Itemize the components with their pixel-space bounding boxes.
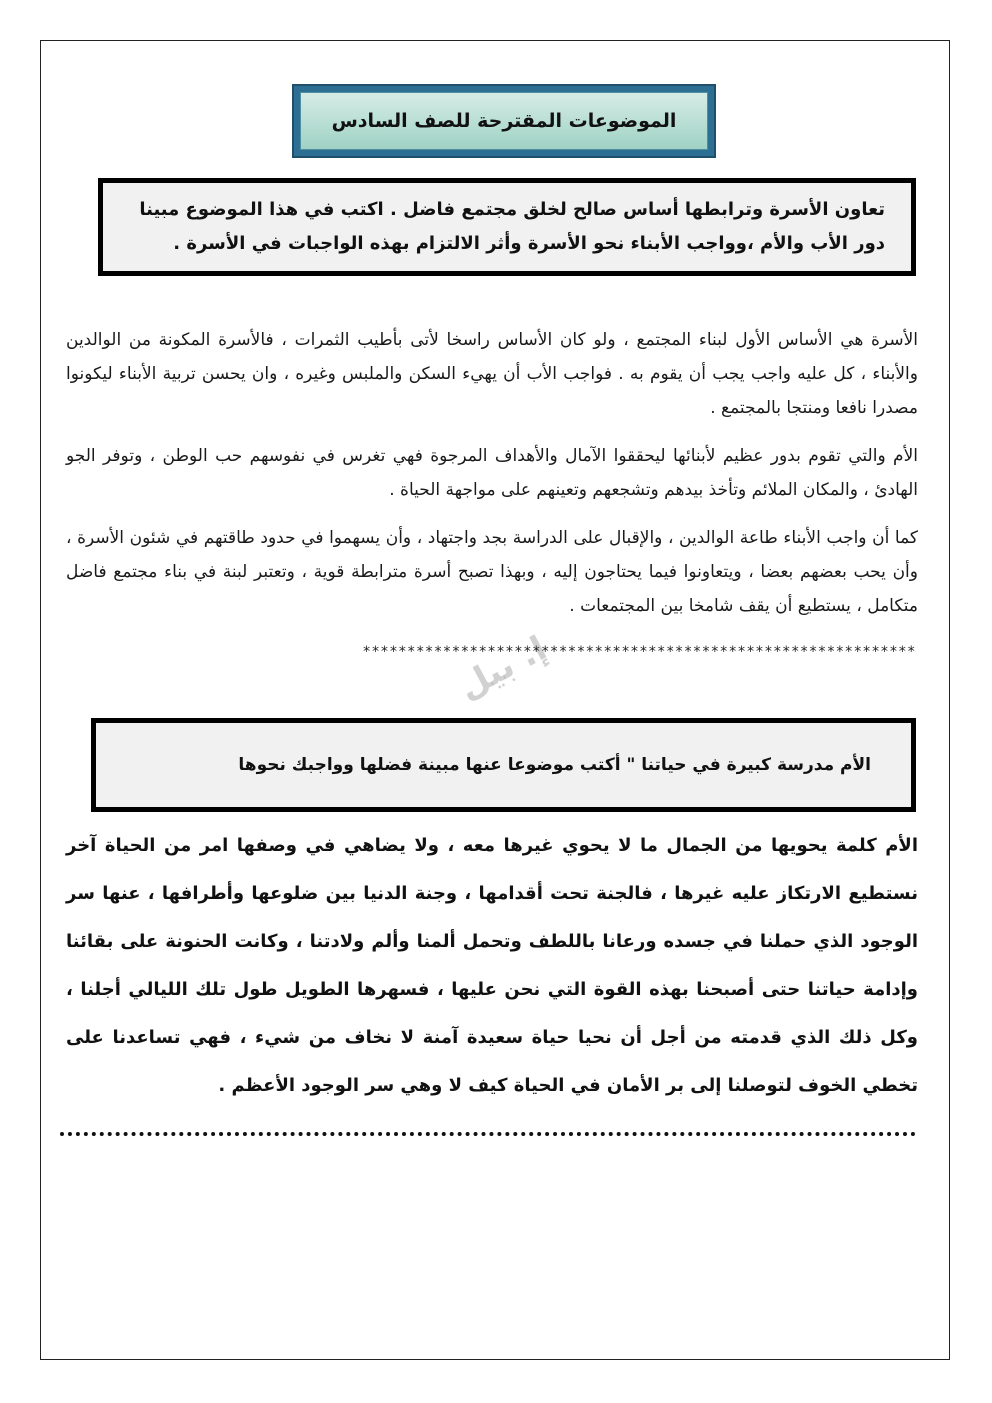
topic2-prompt: الأم مدرسة كبيرة في حياتنا " أكتب موضوعا عنها مبينة فضلها وواجبك نحوها [91, 718, 916, 812]
topic1-paragraph-3: كما أن واجب الأبناء طاعة الوالدين ، والإقبال على الدراسة بجد واجتهاد ، وأن يسهموا في حدود طاقتهم في شئون الأسرة ، وأن يحب بعضهم بعضا ، ويتعاونوا فيما يحتاجون إليه ، وبهذا تصبح أسرة مترابطة قوية ، وتعتبر لبنة في بناء مجتمع فاضل متكامل ، يستطيع أن يقف شامخا بين المجتمعات . [66, 528, 918, 616]
title-box [292, 84, 716, 158]
watermark: إ. بيل [452, 628, 554, 708]
topic2-paragraph: الأم كلمة يحويها من الجمال ما لا يحوي غيرها معه ، ولا يضاهي في وصفها امر من الحياة آخر نستطيع الارتكاز عليه غيرها ، فالجنة تحت أقدامها ، وجنة الدنيا بين ضلوعها وأطرافها ، عنها سر الوجود الذي حملنا في جسده ورعانا باللطف وتحمل ألمنا وألم ولادتنا ، وكانت الحنونة على بقائنا وإدامة حياتنا حتى أصبحنا بهذه القوة التي نحن عليها ، فسهرها الطويل طول تلك الليالي أجلنا ، وكل ذلك الذي قدمته من أجل أن نحيا حياة سعيدة آمنة لا نخاف من شيء ، فهي تساعدنا على تخطي الخوف لتوصلنا إلى بر الأمان في الحياة كيف لا وهي سر الوجود الأعظم . [66, 835, 918, 1096]
star-separator: ************************************************************** [362, 644, 916, 660]
dotted-separator [60, 1132, 916, 1136]
topic1-prompt: تعاون الأسرة وترابطها أساس صالح لخلق مجتمع فاضل . اكتب في هذا الموضوع مبينا دور الأب والأم ،وواجب الأبناء نحو الأسرة وأثر الالتزام بهذه الواجبات في الأسرة . [98, 178, 916, 276]
page-title: الموضوعات المقترحة للصف السادس [300, 92, 708, 150]
topic1-paragraph-1: الأسرة هي الأساس الأول لبناء المجتمع ، ولو كان الأساس راسخا لأتى بأطيب الثمرات ، فالأسرة المكونة من الوالدين والأبناء ، كل عليه واجب يجب أن يقوم به . فواجب الأب أن يهيء السكن والملبس وغيره ، وان يحسن تربية الأبناء ليكونوا مصدرا نافعا ومنتجا بالمجتمع . [66, 330, 918, 418]
topic1-paragraph-2: الأم والتي تقوم بدور عظيم لأبنائها ليحققوا الآمال والأهداف المرجوة فهي تغرس في نفوسهم حب الوطن ، وتوفر الجو الهادئ ، والمكان الملائم وتأخذ بيدهم وتشجعهم وتعينهم على مواجهة الحياة . [66, 446, 918, 500]
